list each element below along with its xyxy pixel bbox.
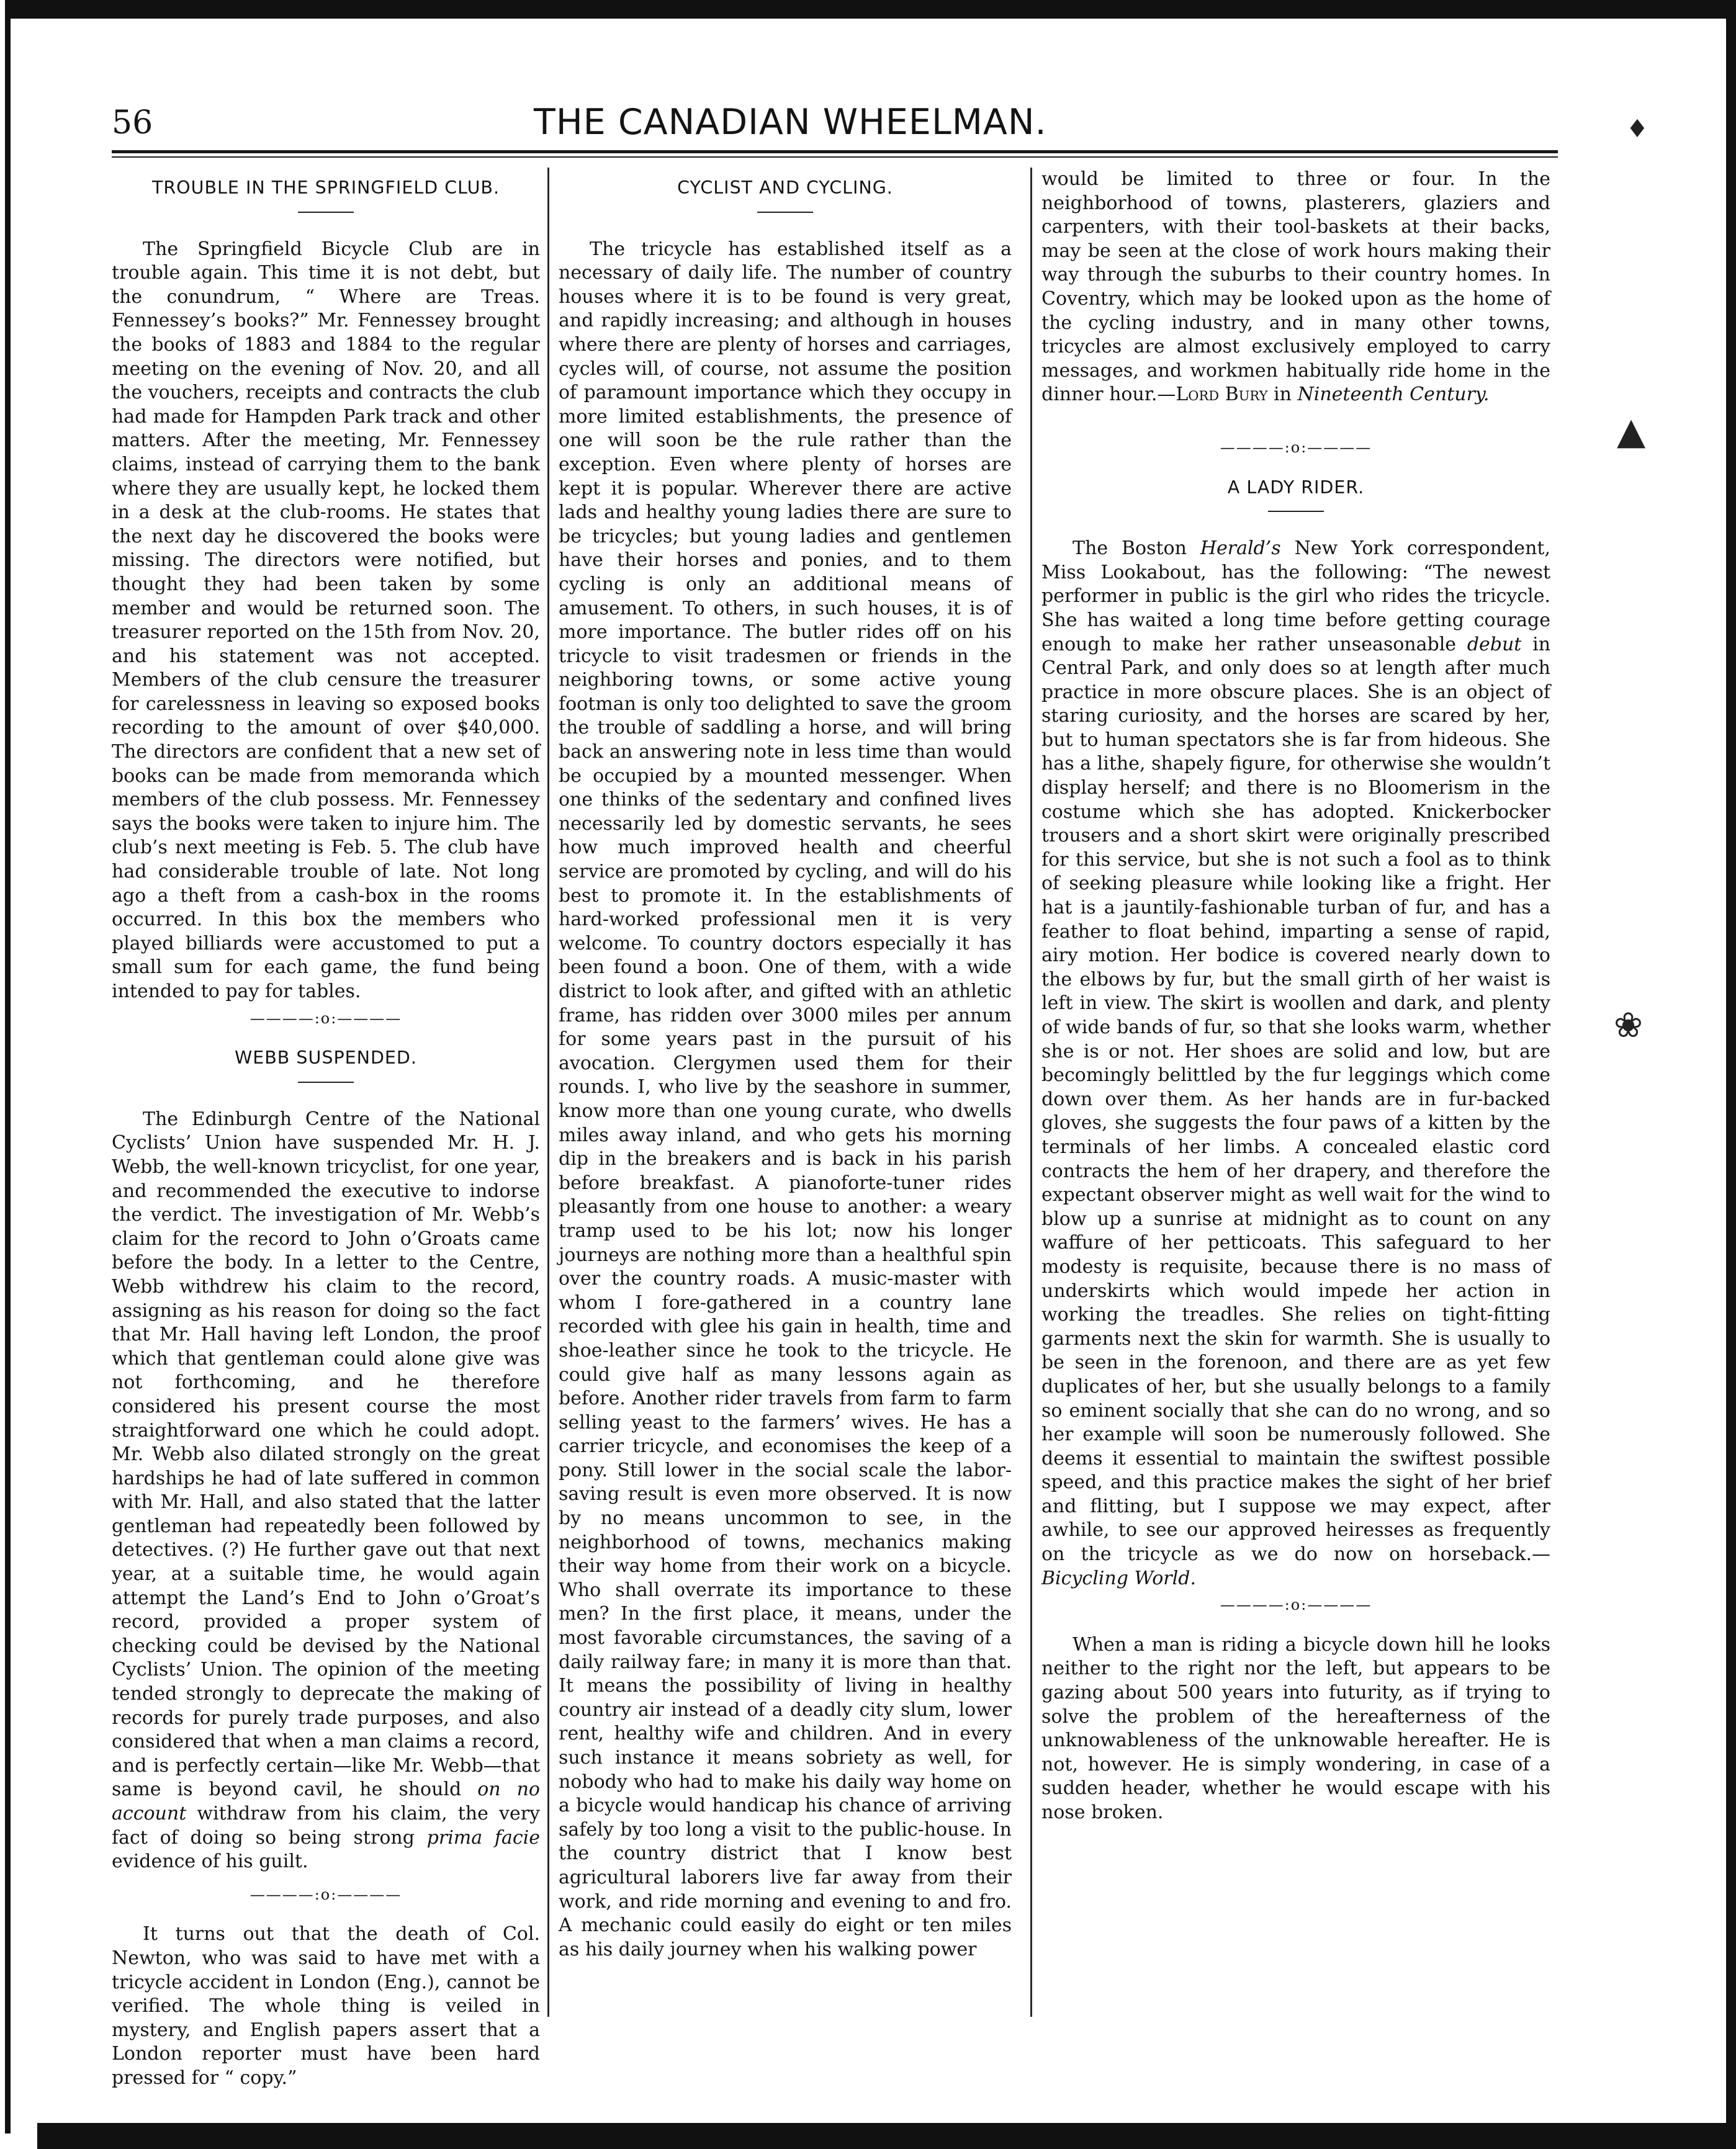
scan-bottom-edge xyxy=(37,2123,1736,2149)
source-title: Bicycling World. xyxy=(1041,1567,1196,1589)
section-divider: ————:o:———— xyxy=(250,1885,402,1903)
headline-rule xyxy=(1268,511,1324,512)
italic-phrase: prima facie xyxy=(426,1826,540,1849)
paragraph-text: evidence of his guilt. xyxy=(112,1851,308,1873)
section-divider: ————:o:———— xyxy=(1220,438,1372,456)
paragraph-text: would be limited to three or four. In the neighborhood of towns, plasterers, glaziers and carpenters, with their tool-baskets at their backs, may be seen at the close of work hours making their way through the suburbs to their country homes. In Coventry, which may be looked upon as the home of the cycling industry, and in many other towns, tricycles are almost exclusively employed to carry messages, and workmen habitually ride home in the dinner hour.— xyxy=(1041,168,1550,406)
article-paragraph xyxy=(1041,168,1550,407)
headline-rule xyxy=(298,1082,354,1083)
article-headline: WEBB SUSPENDED. xyxy=(235,1048,417,1069)
headline-rule xyxy=(757,212,813,213)
article-headline: CYCLIST AND CYCLING. xyxy=(677,177,893,198)
ink-speck-icon: ❀ xyxy=(1614,1005,1643,1046)
article-paragraph xyxy=(112,1108,540,1874)
header-rule-thin xyxy=(112,156,1558,158)
header-rule xyxy=(112,150,1558,153)
article-paragraph xyxy=(1041,537,1550,1590)
paragraph-text: New York correspondent, Miss Lookabout, has the following: “The newest performer in public is the girl who rides the tricycle. She has waited a long time before getting courage enough to make her rather unseasonable xyxy=(1041,537,1550,655)
scan-left-edge xyxy=(5,11,11,2133)
column-2 xyxy=(559,168,1012,1962)
column-1 xyxy=(112,168,540,2091)
masthead-title: THE CANADIAN WHEELMAN. xyxy=(534,102,1047,143)
author-name: Lord Bury xyxy=(1176,384,1268,406)
source-title: Nineteenth Century. xyxy=(1297,384,1490,406)
column-3 xyxy=(1041,168,1550,1825)
article-paragraph: The Springfield Bicycle Club are in trouble again. This time it is not debt, but the conundrum, “ Where are Treas. Fennessey’s books?” Mr. Fennessey brought the books of 1883 and 1884 to the regular meeting on the evening of Nov. 20, and all the vouchers, receipts and contracts the club had made for Hampden Park track and other matters. After the meeting, Mr. Fennessey claims, instead of carrying them to the bank where they are usually kept, he locked them in a desk at the club-rooms. He states that the next day he discovered the books were missing. The directors were notified, but thought they had been taken by some member and would be returned soon. The treasurer reported on the 15th from Nov. 20, and his statement was not accepted. Members of the club censure the treasurer for carelessness in leaving so exposed books recording to the amount of over $40,000. The directors are confident that a new set of books can be made from memoranda which members of the club possess. Mr. Fennessey says the books were taken to injure him. The club’s next meeting is Feb. 5. The club have had considerable trouble of late. Not long ago a theft from a cash-box in the rooms occurred. In this box the members who played billiards were accustomed to put a small sum for each game, the fund being intended to pay for tables. xyxy=(112,238,540,1002)
ink-speck-icon: ▲ xyxy=(1617,410,1646,453)
article-paragraph: The tricycle has established itself as a necessary of daily life. The number of country houses where it is to be found is very great, and rapidly increasing; and although in houses where there are plenty of horses and carriages, cycles will, of course, not assume the position of paramount importance which they occupy in more limited establishments, the presence of one will soon be the rule rather than the exception. Even where plenty of horses are kept it is popular. Wherever there are active lads and healthy young ladies there are sure to be tricycles; but young ladies and gentlemen have their horses and ponies, and to them cycling is only an additional means of amusement. To others, in such houses, it is of more importance. The butler rides off on his tricycle to visit tradesmen or friends in the neighboring towns, or some active young footman is only too delighted to save the groom the trouble of saddling a horse, and will bring back an answering note in less time than would be occupied by a mounted messenger. When one thinks of the sedentary and confined lives necessarily led by domestic servants, he sees how much improved health and cheerful service are promoted by cycling, and will do his best to promote it. In the establishments of hard-worked professional men it is very welcome. To country doctors especially it has been found a boon. One of them, with a wide district to look after, and gifted with an athletic frame, has ridden over 3000 miles per annum for some years past in the pursuit of his avocation. Clergymen used them for their rounds. I, who live by the seashore in summer, know more than one young curate, who dwells miles away inland, and who gets his morning dip in the breakers and is back in his parish before breakfast. A pianoforte-tuner rides pleasantly from one house to another: a weary tramp used to be his lot; now his longer journeys are nothing more than a healthful spin over the country roads. A music-master with whom I fore-gathered in a country lane recorded with glee his gain in health, time and shoe-leather since he took to the tricycle. He could give half as many lessons again as before. Another rider travels from farm to farm selling yeast to the farmers’ wives. He has a carrier tricycle, and economises the keep of a pony. Still lower in the social scale the labor-saving result is even more observed. It is now by no means uncommon to see, in the neighborhood of towns, mechanics making their way home from their work on a bicycle. Who shall overrate its importance to these men? In the first place, it means, under the most favorable circumstances, the saving of a daily railway fare; in many it is more than that. It means the possibility of living in healthy country air instead of a deadly city slum, lower rent, healthy wife and children. And in every such instance it means sobriety as well, for nobody who had to make his daily way home on a bicycle would handicap his chance of arriving safely by too long a visit to the public-house. In the country district that I know best agricultural laborers live far away from their work, and ride morning and evening to and fro. A mechanic could easily do eight or ten miles as his daily journey when his walking power xyxy=(559,238,1012,1960)
scan-right-edge xyxy=(1726,0,1736,2149)
section-divider: ————:o:———— xyxy=(250,1009,402,1027)
article-headline: A LADY RIDER. xyxy=(1227,477,1365,498)
paragraph-text: in xyxy=(1267,384,1298,406)
italic-phrase: debut xyxy=(1467,633,1522,655)
paragraph-text: withdraw from his claim, the very fact of doing so being strong xyxy=(112,1803,540,1849)
article-headline: TROUBLE IN THE SPRINGFIELD CLUB. xyxy=(151,177,500,198)
paragraph-text: The Boston xyxy=(1073,537,1200,560)
article-paragraph: It turns out that the death of Col. Newton, who was said to have met with a tricycle accident in London (Eng.), cannot be verified. The whole thing is veiled in mystery, and English papers assert that a London reporter must have been hard pressed for “ copy.” xyxy=(112,1923,540,2089)
page-number: 56 xyxy=(112,104,153,141)
scan-top-border xyxy=(5,0,1736,19)
ink-speck-icon: ♦ xyxy=(1626,115,1648,143)
headline-rule xyxy=(298,212,354,213)
column-separator xyxy=(1030,168,1032,2017)
paragraph-text: The Edinburgh Centre of the National Cyclists’ Union have suspended Mr. H. J. Webb, the well-known tricyclist, for one year, and recommended the executive to indorse the verdict. The investigation of Mr. Webb’s claim for the record to John o’Groats came before the body. In a letter to the Centre, Webb withdrew his claim to the record, assigning as his reason for doing so the fact that Mr. Hall having left London, the proof which that gentleman could alone give was not forthcoming, and he therefore considered his present course the most straightforward one which he could adopt. Mr. Webb also dilated strongly on the great hardships he had of late suffered in common with Mr. Hall, and also stated that the latter gentleman had repeatedly been followed by detectives. (?) He further gave out that next year, at a suitable time, he would again attempt the Land’s End to John o’Groat’s record, provided a proper system of checking could be devised by the National Cyclists’ Union. The opinion of the meeting tended strongly to deprecate the making of records for purely trade purposes, and also considered that when a man claims a record, and is perfectly certain—like Mr. Webb—that same is beyond cavil, he should xyxy=(112,1108,540,1801)
column-separator xyxy=(547,168,549,2017)
italic-phrase: on no account xyxy=(112,1779,540,1824)
article-paragraph: When a man is riding a bicycle down hill he looks neither to the right nor the left, but appears to be gazing about 500 years into futurity, as if trying to solve the problem of the hereafterness of the unknowableness of the unknowable hereafter. He is not, however. He is simply wondering, in case of a sudden header, whether he would escape with his nose broken. xyxy=(1041,1633,1550,1823)
paragraph-text: in Central Park, and only does so at length after much practice in more obscure places. She is an object of staring curiosity, and the horses are scared by her, but to human spectators she is far from hideous. She has a lithe, shapely figure, for otherwise she wouldn’t display herself; and there is no Bloomerism in the costume which she has adopted. Knickerbocker trousers and a short skirt were originally prescribed for this service, but she is not such a fool as to think of seeking pleasure while looking like a fright. Her hat is a jauntily-fashionable turban of fur, and has a feather to float behind, imparting a sense of rapid, airy motion. Her bodice is covered nearly down to the elbows by fur, but the small girth of her waist is left in view. The skirt is woollen and dark, and plenty of wide bands of fur, so that she looks warm, whether she is or not. Her shoes are solid and low, but are becomingly belittled by the fur leggings which come down over them. As her hands are in fur-backed gloves, she suggests the four paws of a kitten by the terminals of her limbs. A concealed elastic cord contracts the hem of her drapery, and therefore the expectant observer might as well wait for the wind to blow up a sunrise at midnight as to count on any waffure of her petticoats. This safeguard to her modesty is requisite, because there is no mass of underskirts which would impede her action in working the treadles. She relies on tight-fitting garments next the skin for warmth. She is usually to be seen in the forenoon, and there are as yet few duplicates of her, but she usually belongs to a family so eminent socially that she can do no wrong, and so her example will soon be numerously followed. She deems it essential to maintain the swiftest possible speed, and this practice makes the sight of her brief and flitting, but I suppose we may expect, after awhile, to see our approved heiresses as frequently on the tricycle as we do now on horseback.— xyxy=(1041,633,1551,1566)
section-divider: ————:o:———— xyxy=(1220,1596,1372,1614)
italic-phrase: Herald’s xyxy=(1200,537,1281,560)
